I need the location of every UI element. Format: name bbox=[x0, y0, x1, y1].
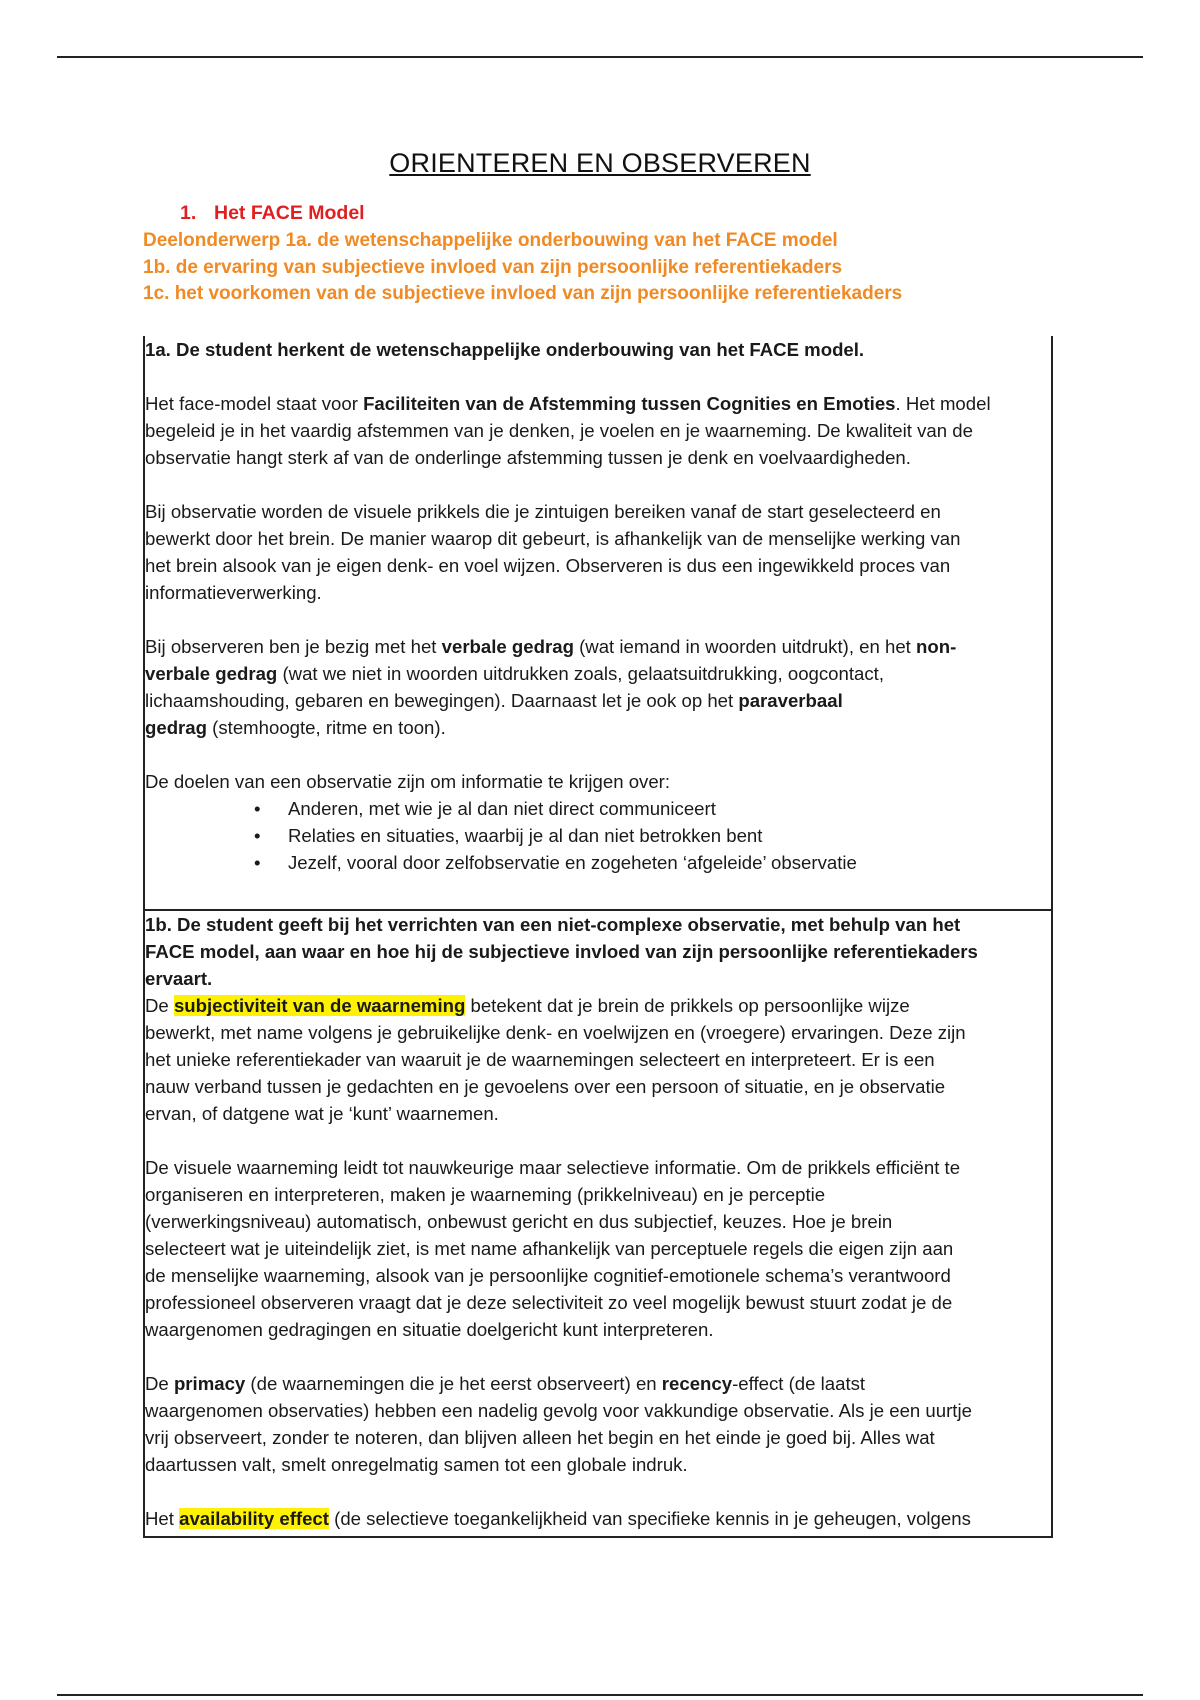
section-1b-box bbox=[143, 911, 1053, 1538]
list-item: • Relaties en situaties, waarbij je al dan niet betrokken bent bbox=[288, 822, 1051, 849]
paragraph-line: gedrag (stemhoogte, ritme en toon). bbox=[145, 717, 446, 738]
section-1b-heading-line: FACE model, aan waar en hoe hij de subjectieve invloed van zijn persoonlijke referentiekaders bbox=[145, 941, 978, 962]
paragraph-line: lichaamshouding, gebaren en bewegingen). Daarnaast let je ook op het paraverbaal bbox=[145, 690, 843, 711]
subtopic-1c: 1c. het voorkomen van de subjectieve invloed van zijn persoonlijke referentiekaders bbox=[143, 283, 903, 304]
page-title: ORIENTEREN EN OBSERVEREN bbox=[389, 148, 811, 178]
list-item: • Jezelf, vooral door zelfobservatie en zogeheten ‘afgeleide’ observatie bbox=[288, 849, 1051, 876]
paragraph-line: De subjectiviteit van de waarneming betekent dat je brein de prikkels op persoonlijke wijze bbox=[145, 995, 910, 1016]
paragraph-line: begeleid je in het vaardig afstemmen van je denken, je voelen en je waarneming. De kwaliteit van de bbox=[145, 420, 973, 441]
paragraph-line: De visuele waarneming leidt tot nauwkeurige maar selectieve informatie. Om de prikkels efficiënt te bbox=[145, 1157, 961, 1178]
paragraph-line: Bij observeren ben je bezig met het verbale gedrag (wat iemand in woorden uitdrukt), en het non- bbox=[145, 636, 957, 657]
section-1a-box bbox=[143, 336, 1053, 911]
top-rule bbox=[57, 56, 1143, 58]
paragraph: Het face-model staat voor Faciliteiten van de Afstemming tussen Cognities en Emoties. Het model bbox=[145, 393, 991, 414]
bottom-rule bbox=[57, 1694, 1143, 1696]
paragraph-line: vrij observeert, zonder te noteren, dan blijven alleen het begin en het einde je goed bij. Alles wat bbox=[145, 1427, 935, 1448]
paragraph-line: waargenomen observaties) hebben een nadelig gevolg voor vakkundige observatie. Als je een uurtje bbox=[145, 1400, 972, 1421]
section-heading bbox=[180, 202, 365, 225]
paragraph-line: nauw verband tussen je gedachten en je gevoelens over een persoon of situatie, en je observatie bbox=[145, 1076, 946, 1097]
paragraph-line: organiseren en interpreteren, maken je waarneming (prikkelniveau) en je perceptie bbox=[145, 1184, 826, 1205]
paragraph-line: informatieverwerking. bbox=[145, 582, 322, 603]
subtopic-1a: Deelonderwerp 1a. de wetenschappelijke onderbouwing van het FACE model bbox=[143, 230, 838, 251]
subtopic-1b: 1b. de ervaring van subjectieve invloed van zijn persoonlijke referentiekaders bbox=[143, 257, 843, 278]
paragraph-line: ervan, of datgene wat je ‘kunt’ waarnemen. bbox=[145, 1103, 499, 1124]
paragraph-line: Bij observatie worden de visuele prikkels die je zintuigen bereiken vanaf de start geselecteerd en bbox=[145, 501, 941, 522]
section-number: 1. bbox=[180, 202, 197, 224]
paragraph-line: (verwerkingsniveau) automatisch, onbewust gericht en dus subjectief, keuzes. Hoe je brein bbox=[145, 1211, 893, 1232]
paragraph-line: het unieke referentiekader van waaruit je de waarnemingen selecteert en interpreteert. Er is een bbox=[145, 1049, 935, 1070]
paragraph-line: bewerkt, met name volgens je gebruikelijke denk- en voelwijzen en (vroegere) ervaringen. Deze zijn bbox=[145, 1022, 966, 1043]
paragraph-line: waargenomen gedragingen en situatie doelgericht kunt interpreteren. bbox=[145, 1319, 714, 1340]
paragraph-line: selecteert wat je uiteindelijk ziet, is met name afhankelijk van perceptuele regels die eigen zijn aan bbox=[145, 1238, 954, 1259]
section-1b-heading-line: 1b. De student geeft bij het verrichten van een niet-complexe observatie, met behulp van het bbox=[145, 914, 961, 935]
paragraph-line: het brein alsook van je eigen denk- en voel wijzen. Observeren is dus een ingewikkeld proces van bbox=[145, 555, 951, 576]
list-item: • Anderen, met wie je al dan niet direct communiceert bbox=[288, 795, 1051, 822]
section-1a-heading: 1a. De student herkent de wetenschappelijke onderbouwing van het FACE model. bbox=[145, 339, 865, 360]
paragraph-line: observatie hangt sterk af van de onderlinge afstemming tussen je denk en voelvaardigheden. bbox=[145, 447, 911, 468]
paragraph-line: Het availability effect (de selectieve toegankelijkheid van specifieke kennis in je geheugen, volgens bbox=[145, 1508, 971, 1529]
paragraph-line: professioneel observeren vraagt dat je deze selectiviteit zo veel mogelijk bewust stuurt zodat je de bbox=[145, 1292, 953, 1313]
section-1b-heading-line: ervaart. bbox=[145, 968, 213, 989]
paragraph-line: de menselijke waarneming, alsook van je persoonlijke cognitief-emotionele schema’s verantwoord bbox=[145, 1265, 951, 1286]
section-label: Het FACE Model bbox=[214, 202, 365, 224]
highlight: subjectiviteit van de waarneming bbox=[173, 995, 466, 1016]
paragraph-line: De primacy (de waarnemingen die je het eerst observeert) en recency-effect (de laatst bbox=[145, 1373, 866, 1394]
highlight: availability effect bbox=[179, 1508, 329, 1529]
goals-list bbox=[145, 795, 1051, 876]
paragraph-line: De doelen van een observatie zijn om informatie te krijgen over: bbox=[145, 771, 671, 792]
paragraph-line: bewerkt door het brein. De manier waarop dit gebeurt, is afhankelijk van de menselijke werking van bbox=[145, 528, 961, 549]
paragraph-line: verbale gedrag (wat we niet in woorden uitdrukken zoals, gelaatsuitdrukking, oogcontact, bbox=[145, 663, 884, 684]
paragraph-line: daartussen valt, smelt onregelmatig samen tot een globale indruk. bbox=[145, 1454, 688, 1475]
